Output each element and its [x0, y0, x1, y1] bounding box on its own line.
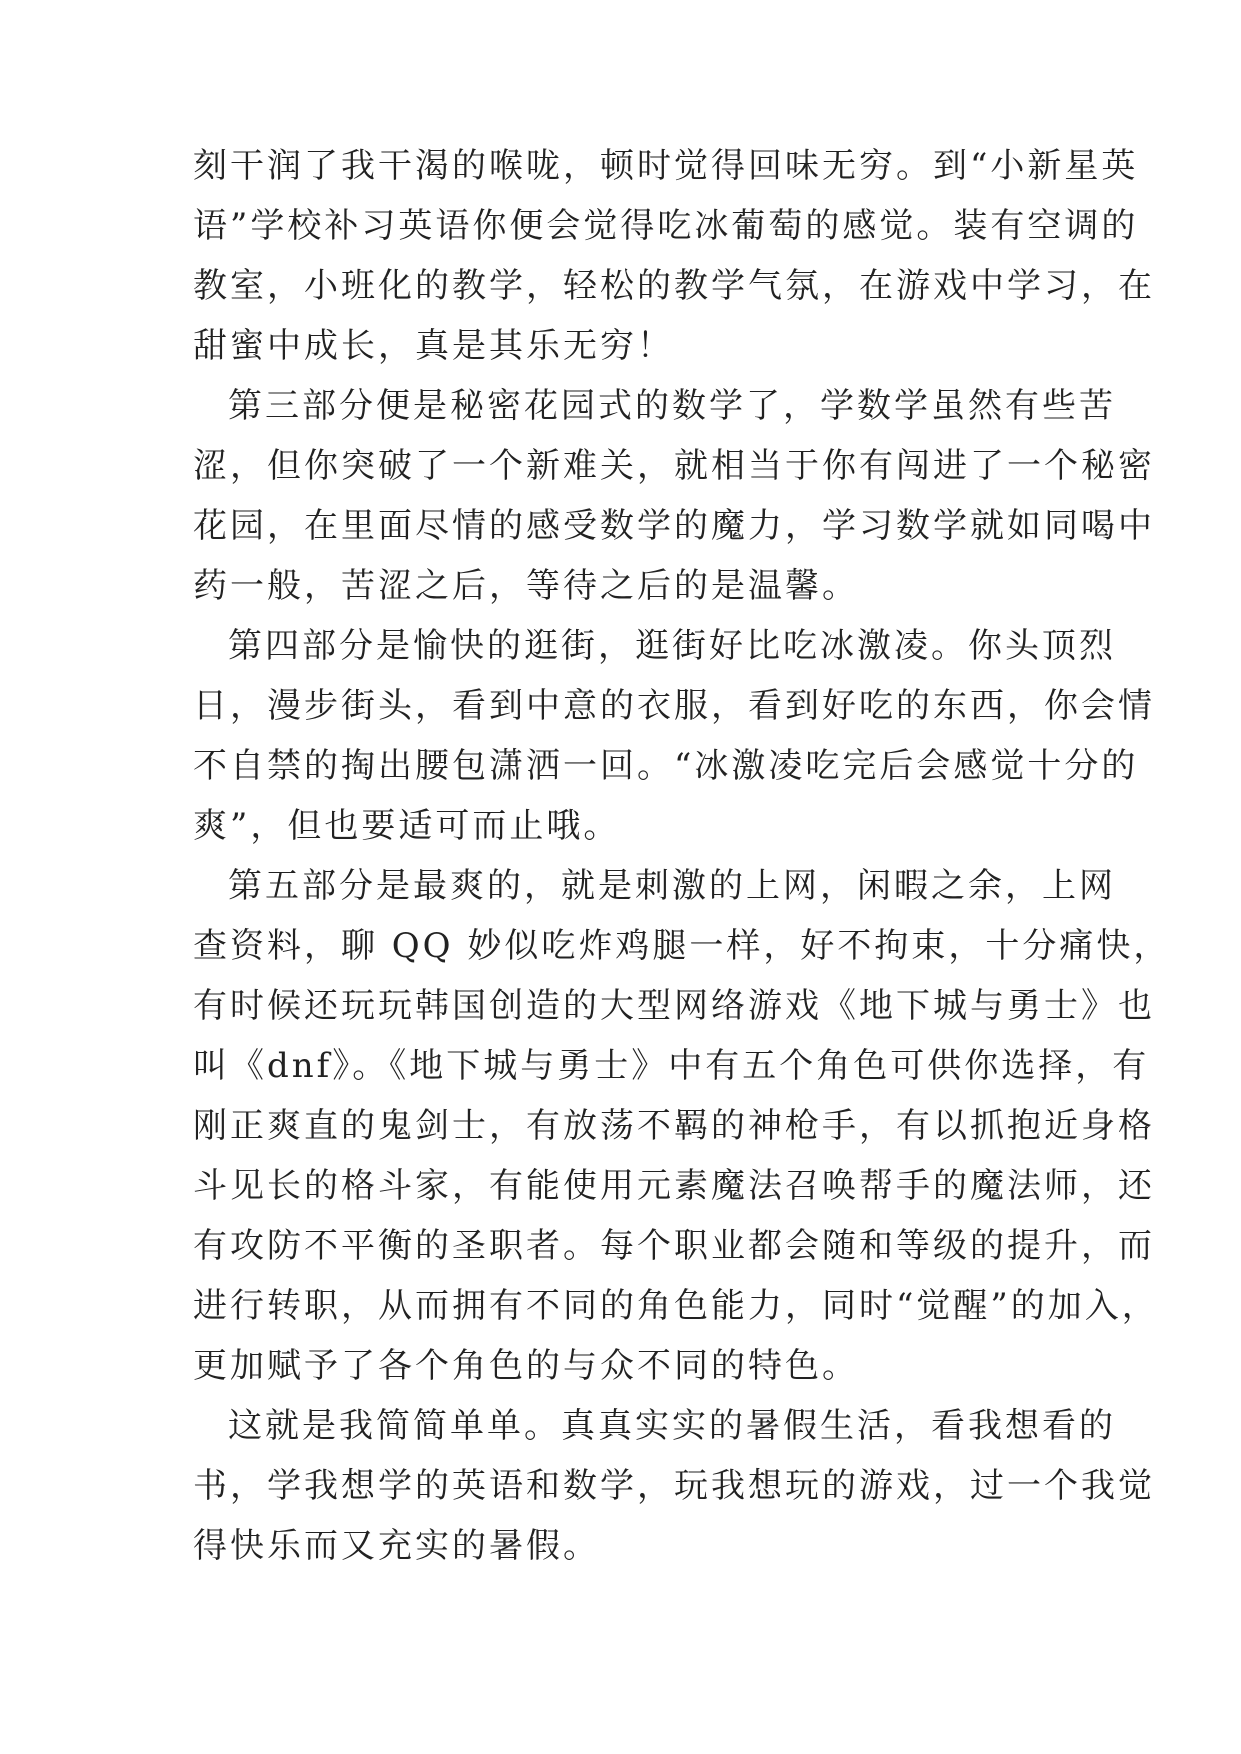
- text-line: 书，学我想学的英语和数学，玩我想玩的游戏，过一个我觉: [193, 1466, 1155, 1506]
- text-line: 不自禁的掏出腰包潇洒一回。“冰激凌吃完后会感觉十分的: [193, 746, 1139, 786]
- paragraph-first-line: 第三部分便是秘密花园式的数学了，学数学虽然有些苦: [228, 386, 1116, 426]
- text-line: 爽”，但也要适可而止哦。: [193, 806, 621, 846]
- text-line: 刚正爽直的鬼剑士，有放荡不羁的神枪手，有以抓抱近身格: [193, 1106, 1155, 1146]
- text-line: 查资料，聊 QQ 妙似吃炸鸡腿一样，好不拘束，十分痛快，: [193, 926, 1171, 966]
- text-line: 得快乐而又充实的暑假。: [193, 1526, 600, 1566]
- text-line: 刻干润了我干渴的喉咙，顿时觉得回味无穷。到“小新星英: [193, 146, 1139, 186]
- text-line: 有攻防不平衡的圣职者。每个职业都会随和等级的提升，而: [193, 1226, 1155, 1266]
- text-line: 更加赋予了各个角色的与众不同的特色。: [193, 1346, 859, 1386]
- text-line: 日，漫步街头，看到中意的衣服，看到好吃的东西，你会情: [193, 686, 1155, 726]
- text-line: 语”学校补习英语你便会觉得吃冰葡萄的感觉。装有空调的: [193, 206, 1139, 246]
- text-line: 有时候还玩玩韩国创造的大型网络游戏《地下城与勇士》也: [193, 986, 1155, 1026]
- text-line: 花园，在里面尽情的感受数学的魔力，学习数学就如同喝中: [193, 506, 1155, 546]
- text-line: 教室，小班化的教学，轻松的教学气氛，在游戏中学习，在: [193, 266, 1155, 306]
- text-line: 叫《dnf》。《地下城与勇士》中有五个角色可供你选择，有: [193, 1046, 1150, 1086]
- text-line: 进行转职，从而拥有不同的角色能力，同时“觉醒”的加入，: [193, 1286, 1159, 1326]
- text-line: 斗见长的格斗家，有能使用元素魔法召唤帮手的魔法师，还: [193, 1166, 1155, 1206]
- text-line: 药一般，苦涩之后，等待之后的是温馨。: [193, 566, 859, 606]
- text-line: 涩，但你突破了一个新难关，就相当于你有闯进了一个秘密: [193, 446, 1155, 486]
- paragraph-first-line: 这就是我简简单单。真真实实的暑假生活，看我想看的: [228, 1406, 1116, 1446]
- paragraph-first-line: 第四部分是愉快的逛街，逛街好比吃冰激凌。你头顶烈: [228, 626, 1116, 666]
- text-line: 甜蜜中成长，真是其乐无穷！: [193, 326, 674, 366]
- paragraph-first-line: 第五部分是最爽的，就是刺激的上网，闲暇之余，上网: [228, 866, 1116, 906]
